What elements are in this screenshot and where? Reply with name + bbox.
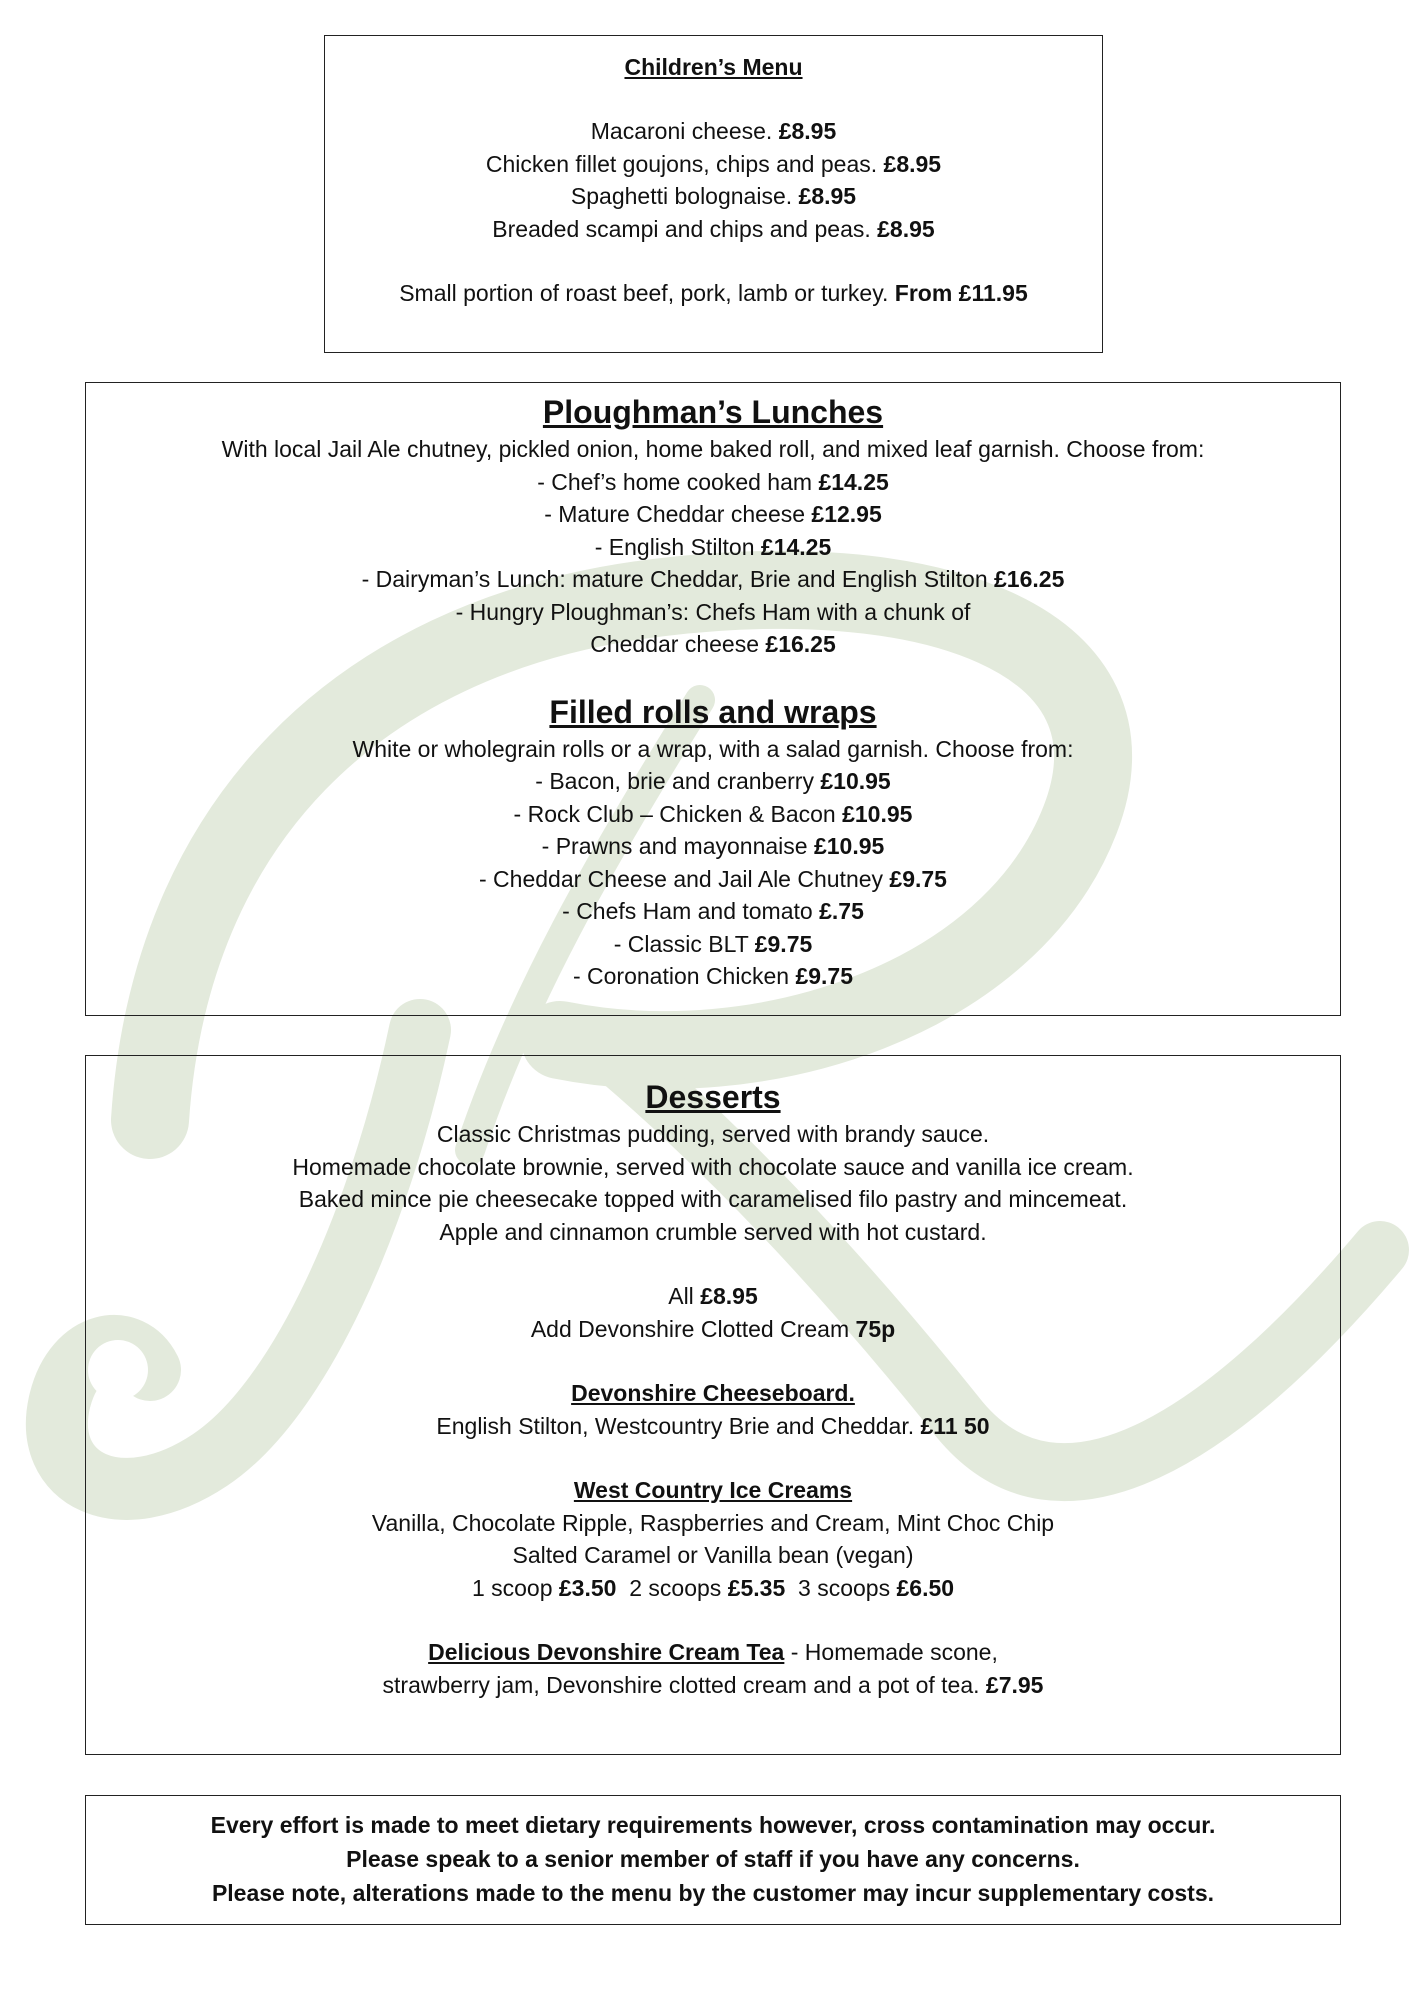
desserts-section xyxy=(85,1055,1341,1755)
menu-item: - Hungry Ploughman’s: Chefs Ham with a chunk of xyxy=(455,598,971,625)
childrens-menu-section xyxy=(324,35,1103,353)
desserts-all-price: All £8.95 xyxy=(668,1283,758,1309)
notice-line: Please speak to a senior member of staff if you have any concerns. xyxy=(346,1846,1080,1872)
dietary-notice xyxy=(85,1795,1341,1925)
ploughmans-title: Ploughman’s Lunches xyxy=(542,394,884,430)
rolls-intro: White or wholegrain rolls or a wrap, with a salad garnish. Choose from: xyxy=(352,735,1074,762)
menu-item: - Mature Cheddar cheese £12.95 xyxy=(544,501,882,527)
cream-tea-item: Delicious Devonshire Cream Tea - Homemade scone, xyxy=(428,1639,998,1665)
menu-item: Macaroni cheese. £8.95 xyxy=(590,118,837,144)
menu-item: - Rock Club – Chicken & Bacon £10.95 xyxy=(513,800,913,827)
cream-tea-item: strawberry jam, Devonshire clotted cream and a pot of tea. £7.95 xyxy=(382,1671,1044,1698)
ploughmans-intro: With local Jail Ale chutney, pickled onion, home baked roll, and mixed leaf garnish. Choose from: xyxy=(221,436,1205,462)
notice-line: Every effort is made to meet dietary requirements however, cross contamination may occur. xyxy=(210,1812,1216,1838)
icecream-title: West Country Ice Creams xyxy=(573,1477,853,1503)
dessert-item: Classic Christmas pudding, served with brandy sauce. xyxy=(436,1121,990,1147)
rolls-title: Filled rolls and wraps xyxy=(549,693,877,730)
dessert-item: Baked mince pie cheesecake topped with caramelised filo pastry and mincemeat. xyxy=(298,1186,1128,1212)
dessert-item: Apple and cinnamon crumble served with hot custard. xyxy=(439,1218,987,1245)
menu-item: - Prawns and mayonnaise £10.95 xyxy=(541,833,885,859)
notice-line: Please note, alterations made to the menu by the customer may incur supplementary costs. xyxy=(211,1880,1215,1906)
icecream-prices: 1 scoop £3.50 2 scoops £5.35 3 scoops £6.50 xyxy=(471,1574,955,1601)
menu-item: - Bacon, brie and cranberry £10.95 xyxy=(535,768,891,794)
dessert-item: Homemade chocolate brownie, served with chocolate sauce and vanilla ice cream. xyxy=(292,1153,1134,1180)
menu-item: Chicken fillet goujons, chips and peas. £8.95 xyxy=(485,150,942,177)
menu-item: - Classic BLT £9.75 xyxy=(613,930,813,957)
menu-item: - Chef’s home cooked ham £14.25 xyxy=(537,468,889,495)
desserts-title: Desserts xyxy=(645,1079,781,1115)
cheeseboard-title: Devonshire Cheeseboard. xyxy=(571,1380,855,1406)
lunch-section xyxy=(85,382,1341,1016)
menu-item: - Chefs Ham and tomato £.75 xyxy=(562,898,864,924)
icecream-flavours: Vanilla, Chocolate Ripple, Raspberries and Cream, Mint Choc Chip xyxy=(371,1509,1055,1536)
menu-item: Spaghetti bolognaise. £8.95 xyxy=(570,183,857,209)
clotted-cream-addon: Add Devonshire Clotted Cream 75p xyxy=(530,1315,896,1342)
menu-item-roast: Small portion of roast beef, pork, lamb or turkey. From £11.95 xyxy=(399,280,1028,306)
menu-item: - Cheddar Cheese and Jail Ale Chutney £9.75 xyxy=(479,865,947,892)
icecream-flavours: Salted Caramel or Vanilla bean (vegan) xyxy=(512,1542,914,1568)
menu-item: Breaded scampi and chips and peas. £8.95 xyxy=(492,215,935,242)
menu-item: - English Stilton £14.25 xyxy=(594,533,832,560)
menu-item: - Dairyman’s Lunch: mature Cheddar, Brie and English Stilton £16.25 xyxy=(361,566,1065,592)
menu-item: - Coronation Chicken £9.75 xyxy=(572,963,853,989)
childrens-menu-title: Children’s Menu xyxy=(624,54,803,80)
cheeseboard-item: English Stilton, Westcountry Brie and Cheddar. £11 50 xyxy=(436,1412,990,1439)
menu-item: Cheddar cheese £16.25 xyxy=(590,631,836,657)
